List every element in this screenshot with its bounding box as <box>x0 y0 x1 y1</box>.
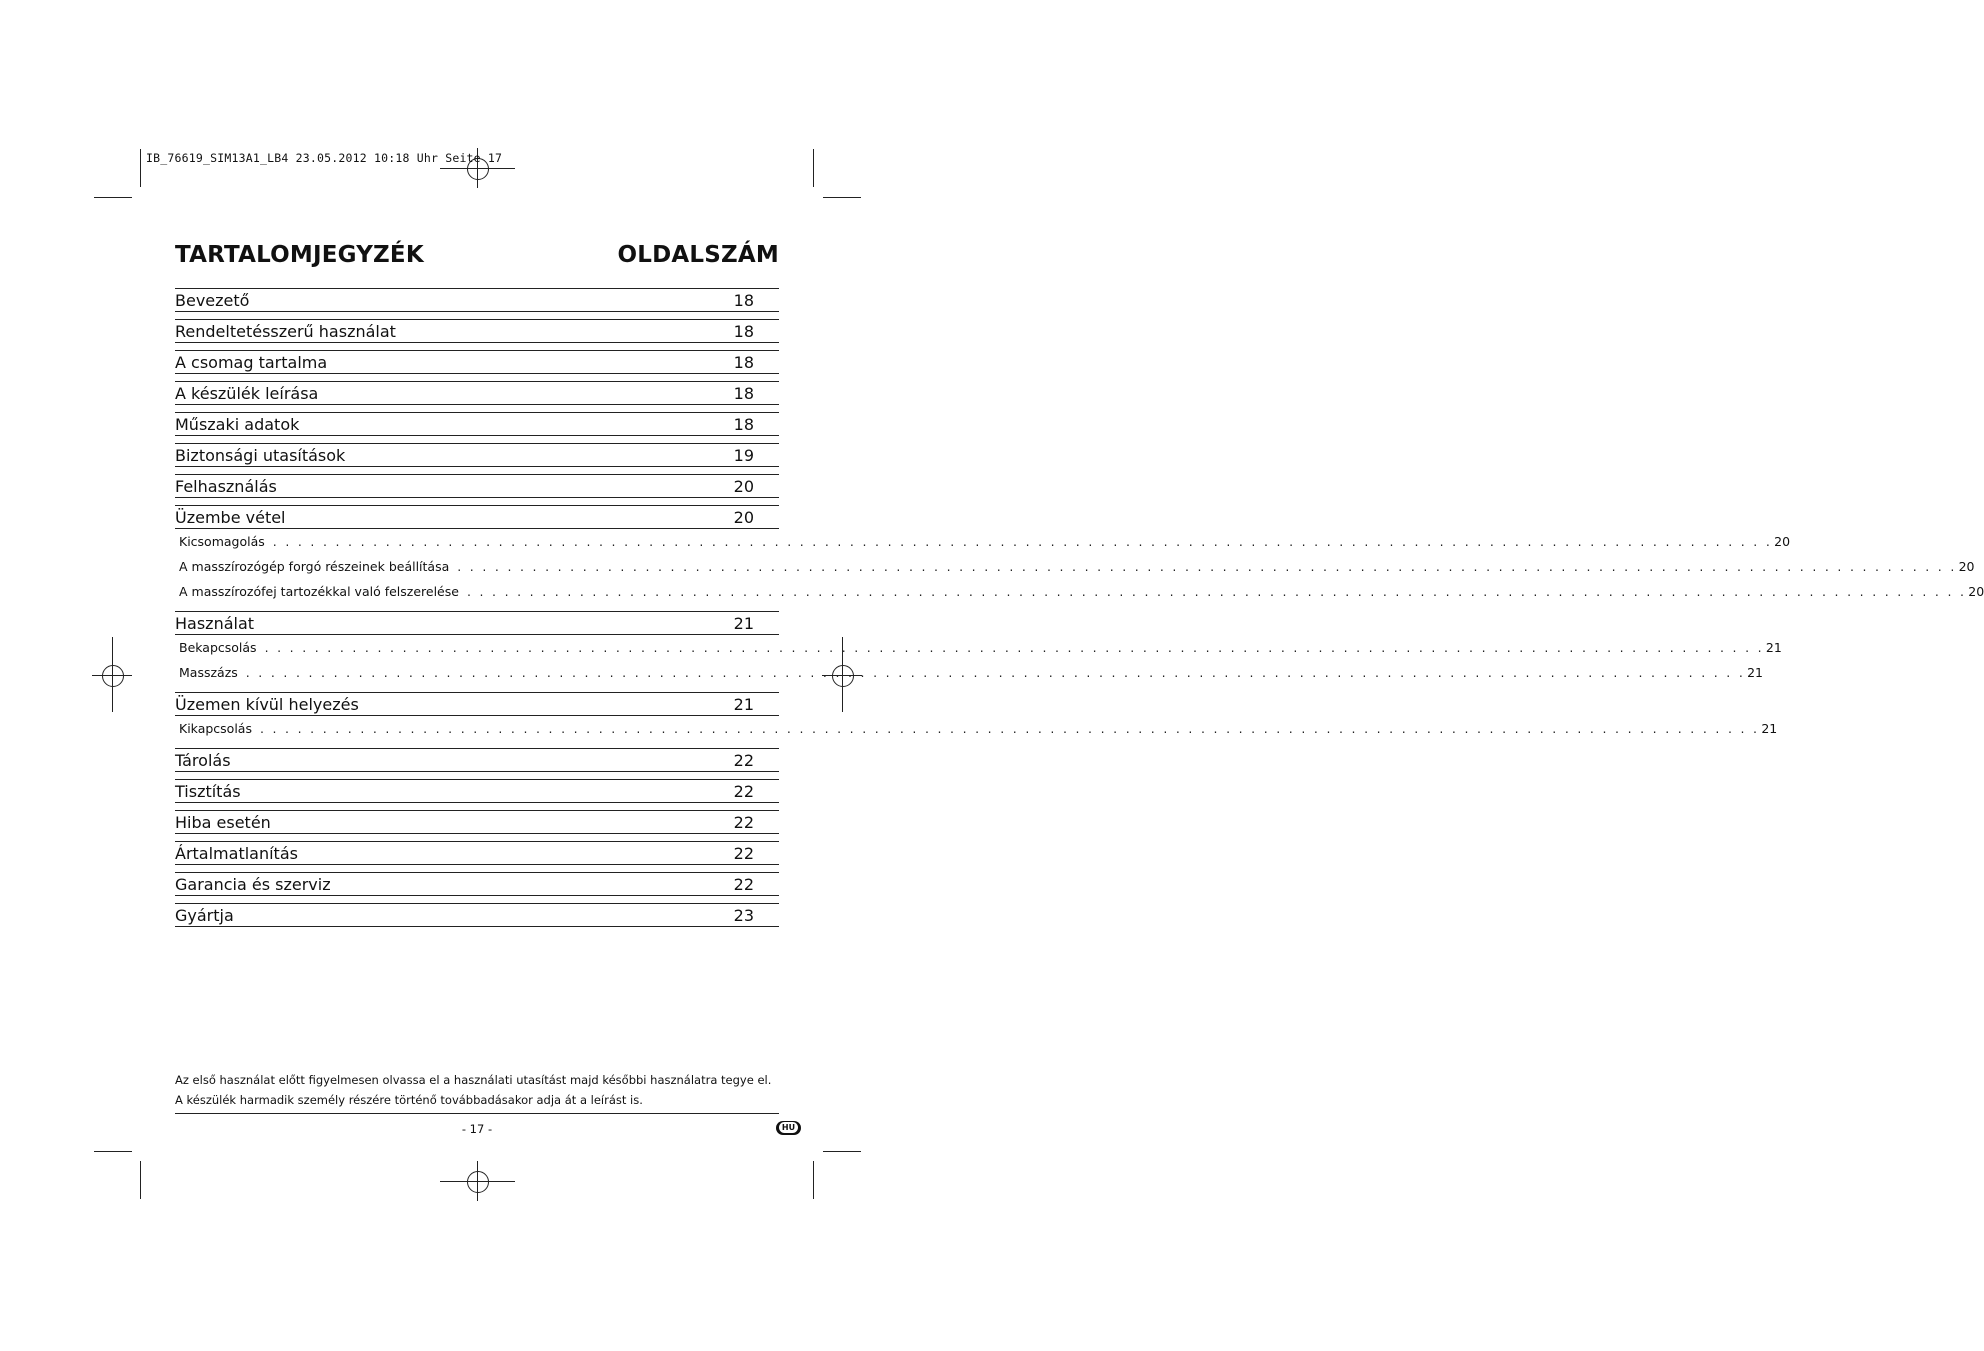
toc-subentry-label: A masszírozófej tartozékkal való felszerelése <box>179 584 459 599</box>
toc-entry-label: A készülék leírása <box>175 383 319 403</box>
toc-entry <box>175 412 779 436</box>
toc-entry-page: 18 <box>733 290 754 310</box>
registration-target-icon <box>440 168 515 169</box>
toc-entry <box>175 505 779 529</box>
toc-entry-label: Tárolás <box>175 750 231 770</box>
toc-entry-label: Bevezető <box>175 290 250 310</box>
toc-subentry-page: 21 <box>1765 640 1782 655</box>
toc-entry-page: 21 <box>733 694 754 714</box>
toc-entry-label: Rendeltetésszerű használat <box>175 321 396 341</box>
toc-entry-label: Felhasználás <box>175 476 277 496</box>
toc-entry <box>175 810 779 834</box>
toc-subentry <box>175 660 1764 685</box>
toc-subentry-page: 20 <box>1958 559 1975 574</box>
toc-entry-label: Műszaki adatok <box>175 414 300 434</box>
crop-mark <box>140 149 141 187</box>
toc-leader-dots: . . . . . . . . . . . . . . . . . . . . . . . . . . . . . . . . . . . . . . . . . . . . . . . . . . . . . . . . . . . . . . . . . . . . . . . . . . . . . . . . . . . . . . . . . . . . . . . . . . . . . . . . . . . . . . . . . . . . . . . . <box>466 584 1967 599</box>
toc-entry-page: 18 <box>733 352 754 372</box>
footer-divider <box>175 1113 779 1114</box>
toc-entry-label: Tisztítás <box>175 781 241 801</box>
toc-entry-page: 22 <box>733 750 754 770</box>
toc-entry-page: 18 <box>733 414 754 434</box>
crop-mark <box>813 1161 814 1199</box>
toc-entry <box>175 692 779 716</box>
toc-entry <box>175 611 779 635</box>
toc-entry-page: 22 <box>733 843 754 863</box>
toc-entry-page: 21 <box>733 613 754 633</box>
toc-entry-page: 22 <box>733 874 754 894</box>
registration-target-icon <box>440 1181 515 1182</box>
toc-entry-label: Garancia és szerviz <box>175 874 331 894</box>
crop-mark <box>813 149 814 187</box>
toc-subentry-label: Kikapcsolás <box>179 721 252 736</box>
footer-note <box>175 1070 771 1110</box>
toc-leader-dots: . . . . . . . . . . . . . . . . . . . . . . . . . . . . . . . . . . . . . . . . . . . . . . . . . . . . . . . . . . . . . . . . . . . . . . . . . . . . . . . . . . . . . . . . . . . . . . . . . . . . . . . . . . . . . . . . . . . . . . . . <box>457 559 1957 574</box>
registration-target-icon <box>92 675 132 676</box>
toc-title: TARTALOMJEGYZÉK <box>175 242 424 268</box>
toc-subentry-page: 20 <box>1968 584 1984 599</box>
toc-entry-page: 22 <box>733 781 754 801</box>
toc-entry-page: 19 <box>733 445 754 465</box>
toc-page-heading: OLDALSZÁM <box>617 242 779 268</box>
toc-entry <box>175 779 779 803</box>
toc-entry-label: Üzemen kívül helyezés <box>175 694 359 714</box>
toc-subentry-label: Masszázs <box>179 665 238 680</box>
toc-subentry <box>175 554 1975 579</box>
toc-subentry <box>175 716 1778 741</box>
toc-entry <box>175 872 779 896</box>
toc-subentry-page: 21 <box>1747 665 1764 680</box>
toc-entry <box>175 841 779 865</box>
print-header: IB_76619_SIM13A1_LB4 23.05.2012 10:18 Uhr Seite 17 <box>146 151 503 165</box>
toc-entry <box>175 288 779 312</box>
toc-leader-dots: . . . . . . . . . . . . . . . . . . . . . . . . . . . . . . . . . . . . . . . . . . . . . . . . . . . . . . . . . . . . . . . . . . . . . . . . . . . . . . . . . . . . . . . . . . . . . . . . . . . . . . . . . . . . . . . . . . . . . . . . <box>264 640 1764 655</box>
toc-entry-page: 18 <box>733 383 754 403</box>
language-badge-label: HU <box>779 1122 798 1133</box>
crop-mark <box>94 1151 132 1152</box>
footer-note-line: Az első használat előtt figyelmesen olvassa el a használati utasítást majd későbbi használatra tegye el. <box>175 1073 772 1087</box>
toc-subentry-page: 21 <box>1761 721 1778 736</box>
toc-entry-page: 20 <box>733 476 754 496</box>
toc-entry-page: 20 <box>733 507 754 527</box>
toc-entry <box>175 319 779 343</box>
toc-subentry-label: Kicsomagolás <box>179 534 265 549</box>
toc-entry-label: Gyártja <box>175 905 234 925</box>
crop-mark <box>140 1161 141 1199</box>
registration-target-icon <box>467 1171 489 1193</box>
language-badge <box>776 1121 801 1135</box>
toc-entry-label: Biztonsági utasítások <box>175 445 346 465</box>
registration-target-icon <box>102 665 124 687</box>
toc-entry <box>175 443 779 467</box>
toc-entry-label: Ártalmatlanítás <box>175 843 298 863</box>
toc-leader-dots: . . . . . . . . . . . . . . . . . . . . . . . . . . . . . . . . . . . . . . . . . . . . . . . . . . . . . . . . . . . . . . . . . . . . . . . . . . . . . . . . . . . . . . . . . . . . . . . . . . . . . . . . . . . . . . . . . . . . . . . . <box>272 534 1773 549</box>
page-number: - 17 - <box>461 1122 493 1136</box>
toc-leader-dots: . . . . . . . . . . . . . . . . . . . . . . . . . . . . . . . . . . . . . . . . . . . . . . . . . . . . . . . . . . . . . . . . . . . . . . . . . . . . . . . . . . . . . . . . . . . . . . . . . . . . . . . . . . . . . . . . . . . . . . . . <box>245 665 1746 680</box>
footer-note-line: A készülék harmadik személy részére történő továbbadásakor adja át a leírást is. <box>175 1093 643 1107</box>
toc-subentry-label: Bekapcsolás <box>179 640 257 655</box>
toc-subentry <box>175 529 1791 554</box>
toc-subentry <box>175 579 1984 604</box>
toc-leader-dots: . . . . . . . . . . . . . . . . . . . . . . . . . . . . . . . . . . . . . . . . . . . . . . . . . . . . . . . . . . . . . . . . . . . . . . . . . . . . . . . . . . . . . . . . . . . . . . . . . . . . . . . . . . . . . . . . . . . . . . . . <box>259 721 1760 736</box>
crop-mark <box>823 197 861 198</box>
toc-entry <box>175 474 779 498</box>
toc-subentry <box>175 635 1782 660</box>
crop-mark <box>94 197 132 198</box>
toc-subentry-page: 20 <box>1774 534 1791 549</box>
crop-mark <box>823 1151 861 1152</box>
toc-entry <box>175 903 779 927</box>
toc-entry <box>175 350 779 374</box>
table-of-contents <box>175 288 1984 927</box>
toc-entry-page: 22 <box>733 812 754 832</box>
toc-entry <box>175 748 779 772</box>
toc-entry-label: A csomag tartalma <box>175 352 328 372</box>
toc-entry-label: Üzembe vétel <box>175 507 286 527</box>
toc-entry-page: 23 <box>733 905 754 925</box>
toc-entry <box>175 381 779 405</box>
toc-subentry-label: A masszírozógép forgó részeinek beállítása <box>179 559 450 574</box>
toc-entry-page: 18 <box>733 321 754 341</box>
toc-entry-label: Használat <box>175 613 255 633</box>
toc-entry-label: Hiba esetén <box>175 812 271 832</box>
